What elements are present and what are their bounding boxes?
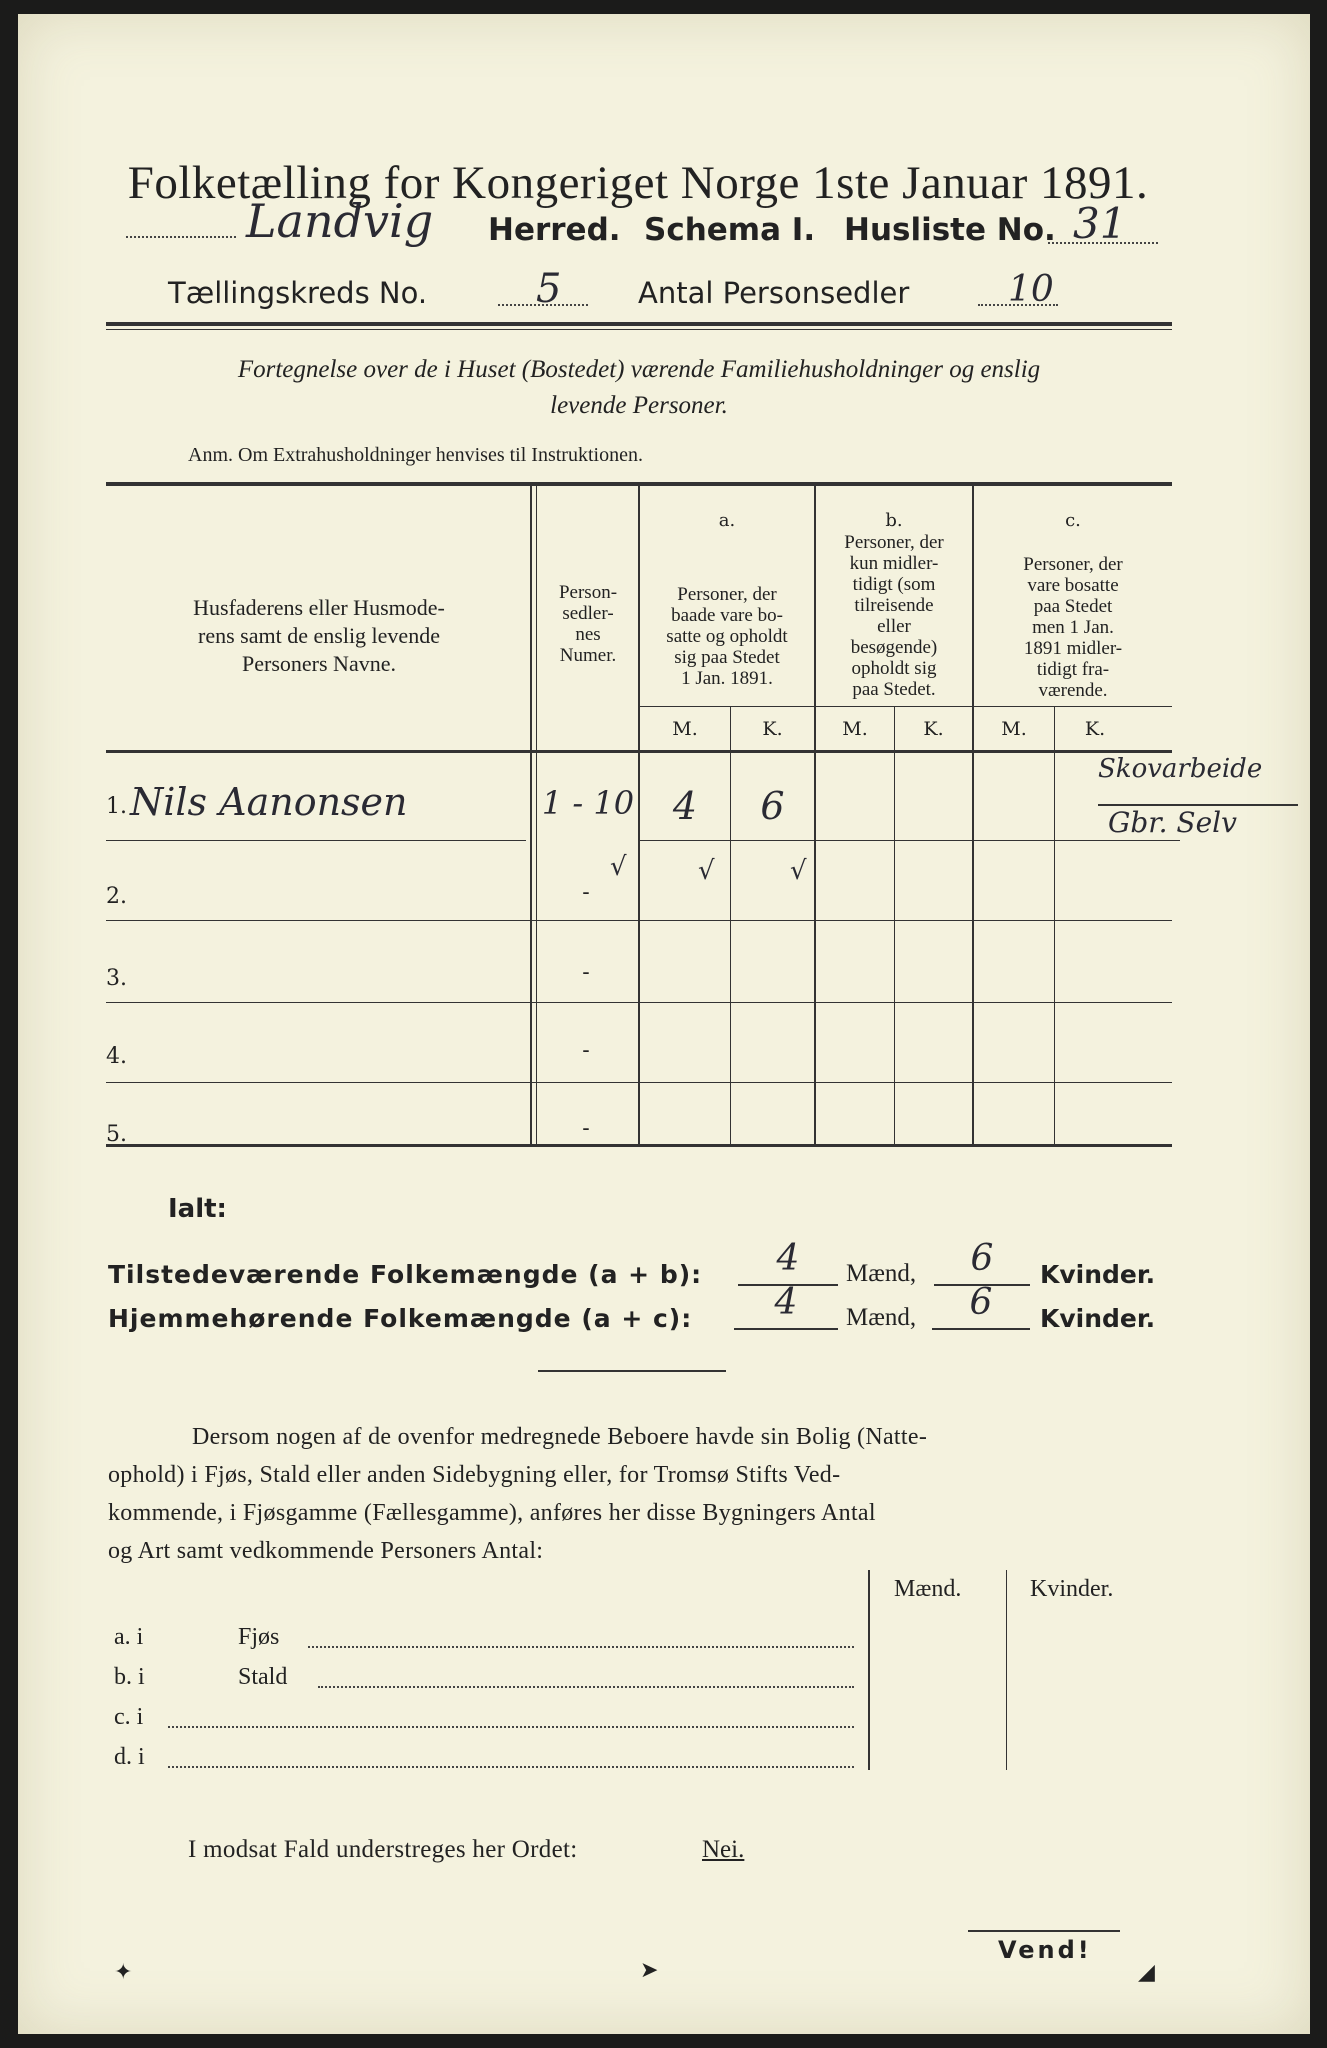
col-header-a-line: baade vare bo-	[671, 605, 783, 626]
col-header-persnum-line: Person-	[558, 582, 618, 603]
col-kvinder: Kvinder.	[1030, 1576, 1114, 1602]
col-header-c-line: værende.	[1038, 680, 1108, 701]
paragraph-line: Dersom nogen af de ovenfor medregnede Beboere havde sin Bolig (Natte-	[192, 1424, 928, 1450]
total-present-m: 4	[776, 1238, 800, 1279]
check-mark: √	[610, 852, 627, 882]
col-header-names	[114, 594, 524, 678]
item-letter: a. i	[114, 1624, 144, 1650]
col-header-names-line: Husfaderens eller Husmode-	[193, 595, 445, 620]
kreds-label: Tællingskreds No.	[168, 276, 428, 310]
col-header-persnum-line: sedler-	[562, 603, 614, 624]
herred-label: Herred.	[488, 212, 621, 248]
check-mark: √	[790, 856, 807, 886]
margin-note-status: Gbr. Selv	[1108, 806, 1237, 839]
col-header-a-line: Personer, der	[677, 584, 777, 605]
m-label: M.	[1001, 718, 1027, 740]
corner-mark-icon: ➤	[640, 1958, 659, 1983]
col-c-letter: c.	[1065, 510, 1081, 531]
schema-label: Schema I.	[644, 212, 816, 248]
total-present-label: Tilstedeværende Folkemængde (a + b):	[108, 1260, 703, 1289]
nei-word: Nei.	[702, 1836, 745, 1863]
herred-value: Landvig	[246, 194, 434, 248]
col-header-names-line: rens samt de enslig levende	[198, 623, 440, 648]
col-header-persnum	[540, 582, 636, 666]
total-resident-m: 4	[774, 1282, 798, 1323]
paragraph-line: ophold) i Fjøs, Stald eller anden Sidebygning eller, for Tromsø Stifts Ved-	[108, 1462, 841, 1488]
col-header-b-line: paa Stedet.	[852, 679, 936, 700]
row-rule	[640, 840, 1180, 841]
col-header-b-line: eller	[877, 616, 911, 637]
col-header-b-line: kun midler-	[849, 553, 939, 574]
col-header-b-line: Personer, der	[844, 532, 944, 553]
col-header-a	[640, 584, 814, 689]
row-number: 5.	[106, 1122, 127, 1147]
corner-mark-icon: ◢	[1138, 1960, 1155, 1985]
row-a-m: 4	[672, 784, 698, 828]
paragraph-line: og Art samt vedkommende Personers Antal:	[108, 1538, 544, 1564]
item-letter: c. i	[114, 1704, 144, 1730]
row-persnum: -	[582, 960, 590, 985]
intro-text	[106, 352, 1172, 424]
row-rule	[106, 1082, 1172, 1083]
col-header-c-line: paa Stedet	[1033, 596, 1113, 617]
k-label: K.	[762, 718, 783, 740]
item-dots	[168, 1726, 854, 1728]
margin-note-occupation: Skovarbeide	[1098, 754, 1263, 784]
col-header-b	[816, 532, 972, 700]
m-label: M.	[842, 718, 868, 740]
maend-label: Mænd,	[846, 1260, 917, 1287]
row-persnum: -	[582, 1116, 590, 1141]
col-header-c-line: vare bosatte	[1027, 575, 1119, 596]
check-mark: √	[698, 856, 715, 886]
col-header-persnum-line: nes	[575, 624, 601, 645]
mk-rule	[638, 706, 1172, 707]
col-header-c-line: Personer, der	[1023, 554, 1123, 575]
col-divider-thin	[536, 484, 537, 1144]
total-line	[734, 1328, 838, 1330]
sidebygning-paragraph	[108, 1418, 1178, 1570]
col-header-b-line: tidigt (som	[852, 574, 936, 595]
col-header-b-line: opholdt sig	[851, 658, 937, 679]
ialt-label: Ialt:	[168, 1194, 227, 1224]
item-dots	[168, 1766, 854, 1768]
col-divider-mk	[894, 707, 895, 1144]
col-divider	[530, 484, 532, 1144]
col-header-persnum-line: Numer.	[559, 645, 617, 666]
item-label: Fjøs	[238, 1624, 280, 1650]
col-header-b-line: besøgende)	[850, 637, 938, 658]
kvinder-label: Kvinder.	[1040, 1304, 1156, 1333]
row-number: 3.	[106, 966, 127, 991]
col-header-b-line: tilreisende	[854, 595, 934, 616]
row-rule	[106, 1002, 1172, 1003]
modsat-text: I modsat Fald understreges her Ordet:	[188, 1836, 578, 1863]
header-rule	[106, 322, 1172, 326]
intro-line-1: Fortegnelse over de i Huset (Bostedet) værende Familiehusholdninger og enslig	[237, 356, 1041, 383]
row-number: 2.	[106, 884, 127, 909]
col-header-names-line: Personers Navne.	[242, 651, 396, 676]
col-a-letter: a.	[718, 510, 736, 531]
intro-line-2: levende Personer.	[550, 392, 728, 419]
husliste-label: Husliste No.	[844, 212, 1056, 248]
col-divider-mk	[1054, 707, 1055, 1144]
section-divider	[538, 1370, 726, 1372]
col-header-c-line: men 1 Jan.	[1032, 617, 1114, 638]
kvinder-label: Kvinder.	[1040, 1260, 1156, 1289]
table-bottom-rule	[106, 1144, 1172, 1147]
m-label: M.	[672, 718, 698, 740]
total-resident-label: Hjemmehørende Folkemængde (a + c):	[108, 1304, 693, 1333]
col-header-c	[974, 554, 1172, 701]
total-present-k: 6	[970, 1238, 994, 1279]
vend-rule	[968, 1930, 1120, 1932]
col-maend: Mænd.	[894, 1576, 962, 1602]
husliste-value: 31	[1073, 199, 1127, 248]
item-letter: d. i	[114, 1744, 145, 1770]
row-number: 1.	[106, 794, 127, 819]
row-persnum: -	[582, 880, 590, 905]
kreds-value: 5	[536, 266, 562, 312]
total-line	[932, 1328, 1030, 1330]
census-form-page	[18, 14, 1310, 2034]
col-header-c-line: 1891 midler-	[1023, 638, 1123, 659]
row-persnum: 1 - 10	[541, 784, 635, 822]
bottom-col-divider	[868, 1570, 870, 1770]
row-a-k: 6	[760, 784, 785, 828]
col-header-c-line: tidigt fra-	[1036, 659, 1110, 680]
total-resident-k: 6	[969, 1282, 993, 1323]
k-label: K.	[923, 718, 944, 740]
k-label: K.	[1084, 718, 1106, 740]
anm-note: Anm. Om Extrahusholdninger henvises til Instruktionen.	[188, 444, 643, 466]
header-rule-thin	[106, 329, 1172, 330]
col-divider-mk	[730, 707, 731, 1144]
col-header-a-line: 1 Jan. 1891.	[681, 668, 773, 689]
row-number: 4.	[106, 1044, 127, 1069]
row-name: Nils Aanonsen	[130, 780, 408, 824]
row-rule	[106, 920, 1172, 921]
vend-label: Vend!	[998, 1936, 1092, 1964]
item-label: Stald	[238, 1664, 288, 1690]
maend-label: Mænd,	[846, 1304, 917, 1331]
corner-mark-icon: ✦	[114, 1960, 133, 1985]
item-dots	[318, 1686, 854, 1688]
item-dots	[308, 1646, 854, 1648]
col-header-a-line: satte og opholdt	[666, 626, 788, 647]
paragraph-line: kommende, i Fjøsgamme (Fællesgamme), anføres her disse Bygningers Antal	[108, 1500, 876, 1526]
row-persnum: -	[582, 1038, 590, 1063]
antal-value: 10	[1008, 269, 1054, 310]
herred-dots	[126, 236, 236, 238]
col-header-a-line: sig paa Stedet	[674, 647, 780, 668]
bottom-col-divider	[1006, 1570, 1007, 1770]
antal-label: Antal Personsedler	[638, 276, 910, 310]
item-letter: b. i	[114, 1664, 145, 1690]
row-rule	[106, 840, 526, 841]
col-b-letter: b.	[885, 510, 903, 531]
form-title: Folketælling for Kongeriget Norge 1ste Januar 1891.	[127, 157, 1149, 209]
